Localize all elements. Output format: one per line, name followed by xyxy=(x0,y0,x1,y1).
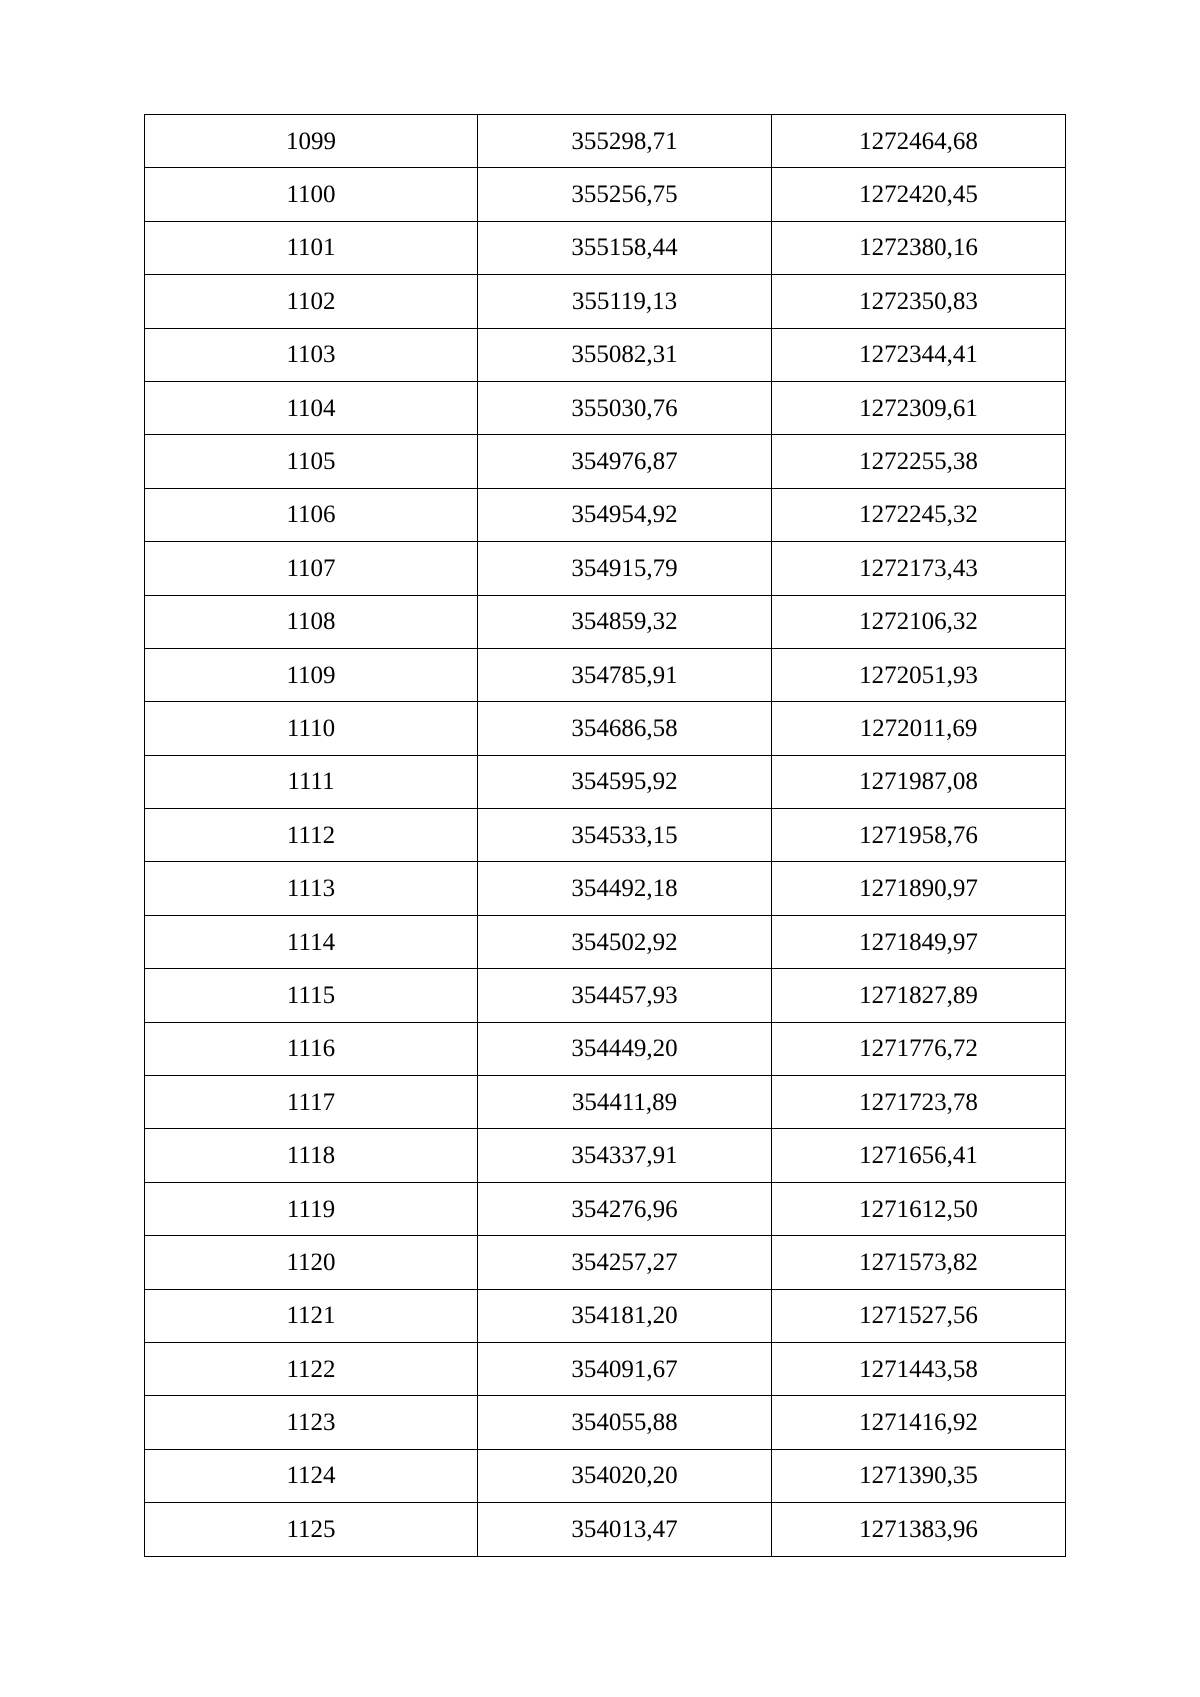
y-coordinate-cell: 1272344,41 xyxy=(772,328,1066,381)
point-number-cell: 1104 xyxy=(145,381,478,434)
y-coordinate-cell: 1271723,78 xyxy=(772,1076,1066,1129)
table-row xyxy=(145,1342,1066,1395)
coordinates-table xyxy=(144,114,1066,1557)
table-row xyxy=(145,862,1066,915)
table-row xyxy=(145,1449,1066,1502)
table-row xyxy=(145,275,1066,328)
point-number-cell: 1117 xyxy=(145,1076,478,1129)
y-coordinate-cell: 1271443,58 xyxy=(772,1342,1066,1395)
y-coordinate-cell: 1272420,45 xyxy=(772,168,1066,221)
y-coordinate-cell: 1272464,68 xyxy=(772,115,1066,168)
x-coordinate-cell: 354954,92 xyxy=(478,488,772,541)
table-row xyxy=(145,969,1066,1022)
x-coordinate-cell: 354181,20 xyxy=(478,1289,772,1342)
y-coordinate-cell: 1271656,41 xyxy=(772,1129,1066,1182)
x-coordinate-cell: 354276,96 xyxy=(478,1182,772,1235)
table-row xyxy=(145,221,1066,274)
x-coordinate-cell: 355158,44 xyxy=(478,221,772,274)
point-number-cell: 1124 xyxy=(145,1449,478,1502)
x-coordinate-cell: 355030,76 xyxy=(478,381,772,434)
x-coordinate-cell: 354013,47 xyxy=(478,1503,772,1556)
y-coordinate-cell: 1271416,92 xyxy=(772,1396,1066,1449)
table-row xyxy=(145,115,1066,168)
y-coordinate-cell: 1271612,50 xyxy=(772,1182,1066,1235)
point-number-cell: 1109 xyxy=(145,648,478,701)
table-row xyxy=(145,1182,1066,1235)
y-coordinate-cell: 1272380,16 xyxy=(772,221,1066,274)
table-row xyxy=(145,915,1066,968)
x-coordinate-cell: 354257,27 xyxy=(478,1236,772,1289)
point-number-cell: 1099 xyxy=(145,115,478,168)
y-coordinate-cell: 1271987,08 xyxy=(772,755,1066,808)
point-number-cell: 1123 xyxy=(145,1396,478,1449)
x-coordinate-cell: 354502,92 xyxy=(478,915,772,968)
y-coordinate-cell: 1271573,82 xyxy=(772,1236,1066,1289)
x-coordinate-cell: 354055,88 xyxy=(478,1396,772,1449)
table-row xyxy=(145,1289,1066,1342)
point-number-cell: 1122 xyxy=(145,1342,478,1395)
x-coordinate-cell: 354686,58 xyxy=(478,702,772,755)
y-coordinate-cell: 1272350,83 xyxy=(772,275,1066,328)
point-number-cell: 1115 xyxy=(145,969,478,1022)
x-coordinate-cell: 354492,18 xyxy=(478,862,772,915)
x-coordinate-cell: 354859,32 xyxy=(478,595,772,648)
coordinates-table-body xyxy=(145,115,1066,1557)
table-row xyxy=(145,1236,1066,1289)
table-row xyxy=(145,168,1066,221)
y-coordinate-cell: 1271527,56 xyxy=(772,1289,1066,1342)
point-number-cell: 1106 xyxy=(145,488,478,541)
table-row xyxy=(145,1129,1066,1182)
point-number-cell: 1113 xyxy=(145,862,478,915)
point-number-cell: 1125 xyxy=(145,1503,478,1556)
x-coordinate-cell: 354020,20 xyxy=(478,1449,772,1502)
x-coordinate-cell: 354337,91 xyxy=(478,1129,772,1182)
point-number-cell: 1105 xyxy=(145,435,478,488)
x-coordinate-cell: 354449,20 xyxy=(478,1022,772,1075)
y-coordinate-cell: 1272255,38 xyxy=(772,435,1066,488)
x-coordinate-cell: 354457,93 xyxy=(478,969,772,1022)
table-row xyxy=(145,435,1066,488)
x-coordinate-cell: 355256,75 xyxy=(478,168,772,221)
point-number-cell: 1116 xyxy=(145,1022,478,1075)
x-coordinate-cell: 354915,79 xyxy=(478,542,772,595)
x-coordinate-cell: 355298,71 xyxy=(478,115,772,168)
y-coordinate-cell: 1271776,72 xyxy=(772,1022,1066,1075)
point-number-cell: 1107 xyxy=(145,542,478,595)
table-row xyxy=(145,1503,1066,1556)
x-coordinate-cell: 354785,91 xyxy=(478,648,772,701)
table-row xyxy=(145,755,1066,808)
y-coordinate-cell: 1271958,76 xyxy=(772,809,1066,862)
table-row xyxy=(145,381,1066,434)
x-coordinate-cell: 354533,15 xyxy=(478,809,772,862)
y-coordinate-cell: 1271383,96 xyxy=(772,1503,1066,1556)
table-row xyxy=(145,702,1066,755)
x-coordinate-cell: 355119,13 xyxy=(478,275,772,328)
y-coordinate-cell: 1272106,32 xyxy=(772,595,1066,648)
y-coordinate-cell: 1272173,43 xyxy=(772,542,1066,595)
point-number-cell: 1108 xyxy=(145,595,478,648)
y-coordinate-cell: 1271890,97 xyxy=(772,862,1066,915)
y-coordinate-cell: 1271849,97 xyxy=(772,915,1066,968)
y-coordinate-cell: 1271827,89 xyxy=(772,969,1066,1022)
point-number-cell: 1101 xyxy=(145,221,478,274)
table-row xyxy=(145,488,1066,541)
table-row xyxy=(145,595,1066,648)
point-number-cell: 1120 xyxy=(145,1236,478,1289)
point-number-cell: 1111 xyxy=(145,755,478,808)
y-coordinate-cell: 1272309,61 xyxy=(772,381,1066,434)
table-row xyxy=(145,1076,1066,1129)
point-number-cell: 1102 xyxy=(145,275,478,328)
point-number-cell: 1121 xyxy=(145,1289,478,1342)
y-coordinate-cell: 1272245,32 xyxy=(772,488,1066,541)
x-coordinate-cell: 354091,67 xyxy=(478,1342,772,1395)
x-coordinate-cell: 354976,87 xyxy=(478,435,772,488)
table-row xyxy=(145,1396,1066,1449)
table-row xyxy=(145,542,1066,595)
point-number-cell: 1110 xyxy=(145,702,478,755)
point-number-cell: 1119 xyxy=(145,1182,478,1235)
table-row xyxy=(145,809,1066,862)
table-row xyxy=(145,648,1066,701)
point-number-cell: 1118 xyxy=(145,1129,478,1182)
y-coordinate-cell: 1272011,69 xyxy=(772,702,1066,755)
point-number-cell: 1103 xyxy=(145,328,478,381)
table-row xyxy=(145,328,1066,381)
point-number-cell: 1114 xyxy=(145,915,478,968)
table-row xyxy=(145,1022,1066,1075)
x-coordinate-cell: 354411,89 xyxy=(478,1076,772,1129)
y-coordinate-cell: 1271390,35 xyxy=(772,1449,1066,1502)
point-number-cell: 1112 xyxy=(145,809,478,862)
x-coordinate-cell: 355082,31 xyxy=(478,328,772,381)
point-number-cell: 1100 xyxy=(145,168,478,221)
x-coordinate-cell: 354595,92 xyxy=(478,755,772,808)
y-coordinate-cell: 1272051,93 xyxy=(772,648,1066,701)
